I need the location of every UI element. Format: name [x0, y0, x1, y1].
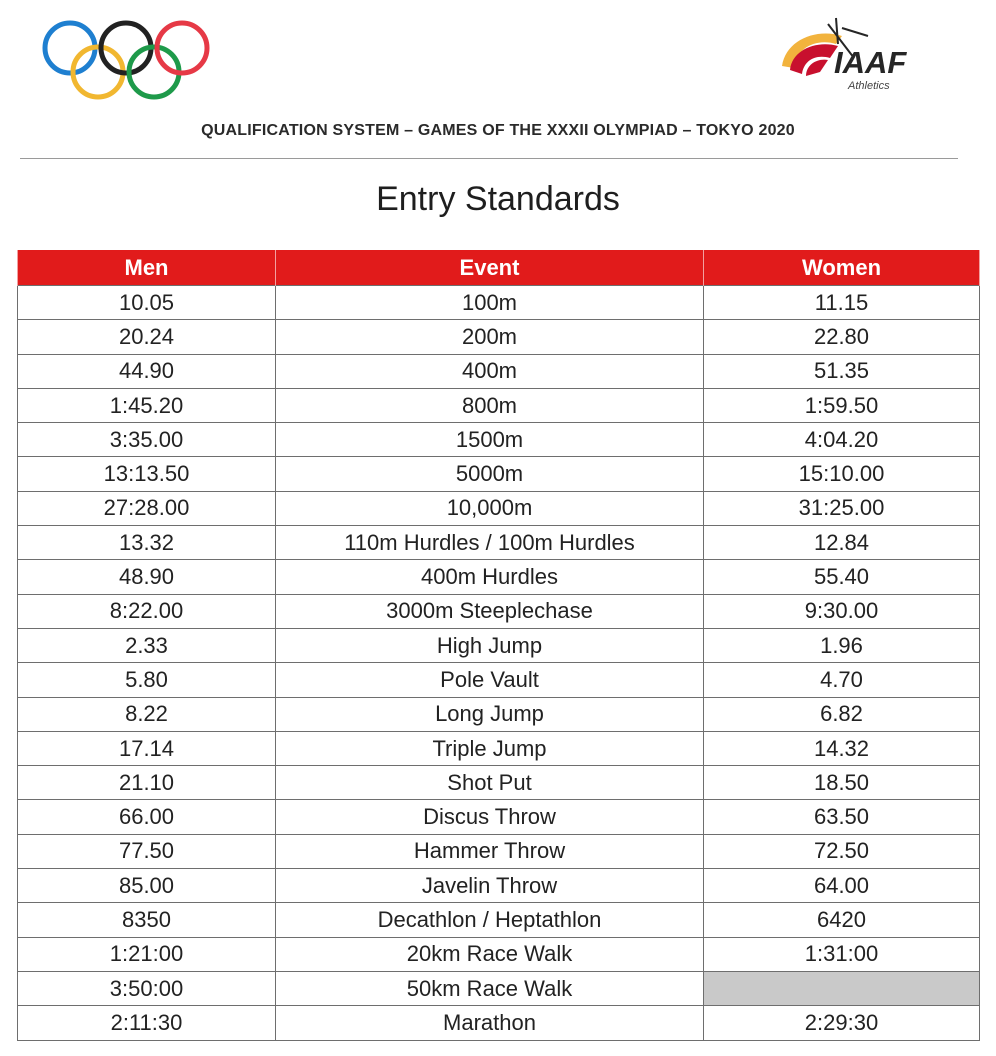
event-name-cell: Triple Jump	[276, 731, 704, 765]
table-row	[18, 423, 980, 457]
table-row	[18, 731, 980, 765]
event-name-cell: 20km Race Walk	[276, 937, 704, 971]
document-header	[0, 0, 996, 180]
women-standard-cell: 6420	[704, 903, 980, 937]
table-row	[18, 491, 980, 525]
table-row	[18, 869, 980, 903]
men-standard-cell: 20.24	[18, 320, 276, 354]
table-row	[18, 1006, 980, 1040]
women-standard-cell: 55.40	[704, 560, 980, 594]
men-standard-cell: 2.33	[18, 628, 276, 662]
table-row	[18, 971, 980, 1005]
event-name-cell: Discus Throw	[276, 800, 704, 834]
table-header-row	[18, 250, 980, 286]
event-name-cell: 200m	[276, 320, 704, 354]
event-name-cell: Pole Vault	[276, 663, 704, 697]
table-row	[18, 286, 980, 320]
table-row	[18, 903, 980, 937]
table-row	[18, 560, 980, 594]
men-standard-cell: 8350	[18, 903, 276, 937]
iaaf-logo-text: IAAF	[834, 45, 907, 80]
table-row	[18, 834, 980, 868]
women-standard-cell: 1:31:00	[704, 937, 980, 971]
women-standard-cell: 72.50	[704, 834, 980, 868]
table-row	[18, 457, 980, 491]
event-name-cell: Decathlon / Heptathlon	[276, 903, 704, 937]
men-standard-cell: 8.22	[18, 697, 276, 731]
men-standard-cell: 3:35.00	[18, 423, 276, 457]
table-body	[18, 286, 980, 1041]
event-name-cell: Marathon	[276, 1006, 704, 1040]
men-standard-cell: 1:21:00	[18, 937, 276, 971]
women-standard-cell	[704, 971, 980, 1005]
event-name-cell: 400m Hurdles	[276, 560, 704, 594]
event-name-cell: 50km Race Walk	[276, 971, 704, 1005]
women-standard-cell: 64.00	[704, 869, 980, 903]
table-row	[18, 697, 980, 731]
men-standard-cell: 8:22.00	[18, 594, 276, 628]
men-standard-cell: 48.90	[18, 560, 276, 594]
women-standard-cell: 51.35	[704, 354, 980, 388]
men-standard-cell: 85.00	[18, 869, 276, 903]
women-standard-cell: 1:59.50	[704, 388, 980, 422]
women-standard-cell: 12.84	[704, 526, 980, 560]
event-name-cell: 3000m Steeplechase	[276, 594, 704, 628]
table-row	[18, 388, 980, 422]
event-name-cell: 400m	[276, 354, 704, 388]
women-standard-cell: 18.50	[704, 766, 980, 800]
women-standard-cell: 14.32	[704, 731, 980, 765]
women-standard-cell: 2:29:30	[704, 1006, 980, 1040]
women-standard-cell: 4.70	[704, 663, 980, 697]
table-row	[18, 594, 980, 628]
men-standard-cell: 10.05	[18, 286, 276, 320]
men-standard-cell: 44.90	[18, 354, 276, 388]
men-standard-cell: 13:13.50	[18, 457, 276, 491]
column-header-men: Men	[18, 250, 276, 286]
olympic-rings-logo	[40, 18, 210, 102]
table-row	[18, 526, 980, 560]
women-standard-cell: 22.80	[704, 320, 980, 354]
table-row	[18, 663, 980, 697]
women-standard-cell: 63.50	[704, 800, 980, 834]
event-name-cell: 1500m	[276, 423, 704, 457]
men-standard-cell: 66.00	[18, 800, 276, 834]
men-standard-cell: 21.10	[18, 766, 276, 800]
table-row	[18, 766, 980, 800]
event-name-cell: High Jump	[276, 628, 704, 662]
women-standard-cell: 1.96	[704, 628, 980, 662]
iaaf-logo	[776, 14, 952, 100]
men-standard-cell: 5.80	[18, 663, 276, 697]
event-name-cell: 10,000m	[276, 491, 704, 525]
table-row	[18, 937, 980, 971]
men-standard-cell: 27:28.00	[18, 491, 276, 525]
men-standard-cell: 17.14	[18, 731, 276, 765]
men-standard-cell: 3:50:00	[18, 971, 276, 1005]
column-header-event: Event	[276, 250, 704, 286]
women-standard-cell: 6.82	[704, 697, 980, 731]
entry-standards-table	[17, 250, 980, 1041]
women-standard-cell: 31:25.00	[704, 491, 980, 525]
event-name-cell: 5000m	[276, 457, 704, 491]
event-name-cell: 800m	[276, 388, 704, 422]
men-standard-cell: 13.32	[18, 526, 276, 560]
iaaf-logo-subtext: Athletics	[848, 80, 890, 92]
women-standard-cell: 4:04.20	[704, 423, 980, 457]
table-row	[18, 320, 980, 354]
event-name-cell: Javelin Throw	[276, 869, 704, 903]
column-header-women: Women	[704, 250, 980, 286]
table-row	[18, 628, 980, 662]
men-standard-cell: 77.50	[18, 834, 276, 868]
men-standard-cell: 1:45.20	[18, 388, 276, 422]
event-name-cell: Long Jump	[276, 697, 704, 731]
event-name-cell: Hammer Throw	[276, 834, 704, 868]
event-name-cell: 100m	[276, 286, 704, 320]
women-standard-cell: 9:30.00	[704, 594, 980, 628]
men-standard-cell: 2:11:30	[18, 1006, 276, 1040]
document-subtitle: QUALIFICATION SYSTEM – GAMES OF THE XXXII OLYMPIAD – TOKYO 2020	[201, 122, 795, 139]
header-divider	[20, 158, 958, 159]
page-title: Entry Standards	[376, 180, 620, 218]
table-row	[18, 800, 980, 834]
event-name-cell: Shot Put	[276, 766, 704, 800]
women-standard-cell: 11.15	[704, 286, 980, 320]
event-name-cell: 110m Hurdles / 100m Hurdles	[276, 526, 704, 560]
women-standard-cell: 15:10.00	[704, 457, 980, 491]
table-row	[18, 354, 980, 388]
